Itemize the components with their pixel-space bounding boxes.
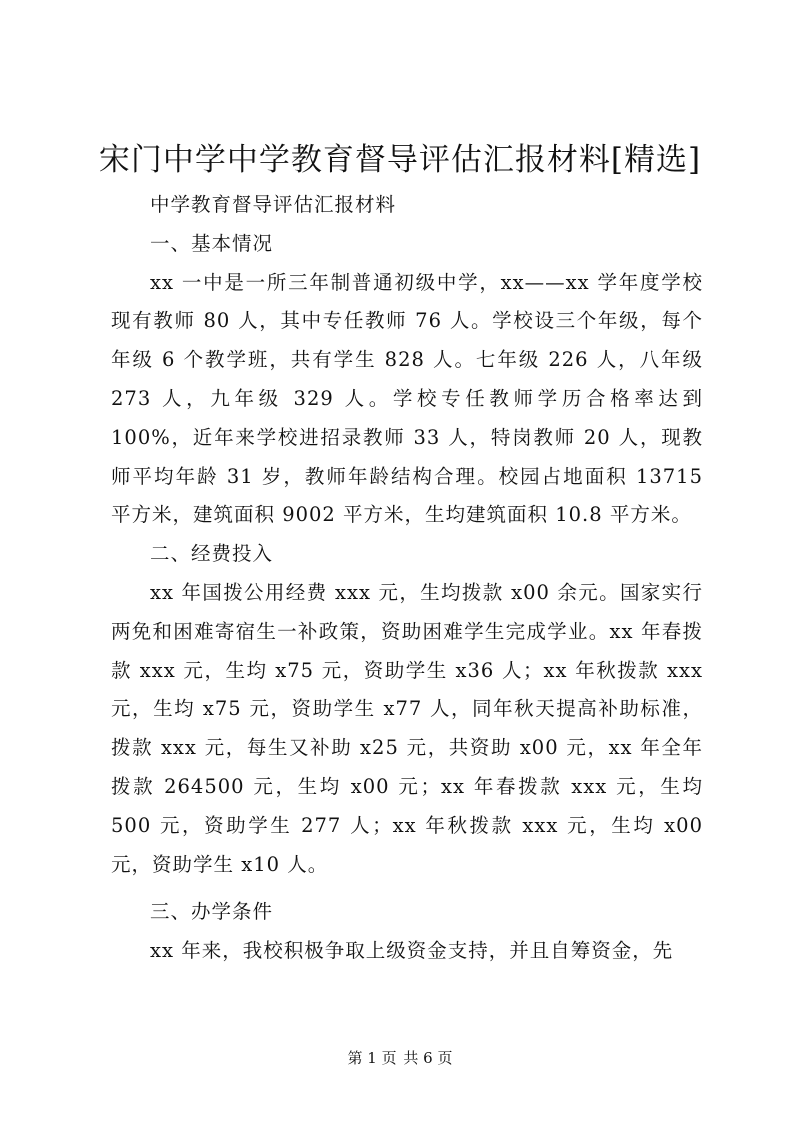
page-footer [0, 1048, 800, 1068]
section-heading-basic-info: 一、基本情况 [150, 231, 274, 255]
section-heading-funding: 二、经费投入 [150, 542, 274, 566]
section-heading-conditions: 三、办学条件 [150, 900, 274, 924]
document-body [111, 186, 703, 971]
document-title: 宋门中学中学教育督导评估汇报材料[精选] [98, 142, 702, 178]
body-paragraph: xx 一中是一所三年制普通初级中学，xx——xx 学年度学校现有教师 80 人，其中专任教师 76 人。学校设三个年级，每个年级 6 个教学班，共有学生 828 人。七年级 226 人，八年级 273 人，九年级 329 人。学校专任教师学历合格率达到 100%，近年来学校进招录教师 33 人，特岗教师 20 人，现教师平均年龄 31 岁，教师年龄结构合理。校园占地面积 13715 平方米，建筑面积 9002 平方米，生均建筑面积 10.8 平方米。 [111, 270, 703, 527]
body-paragraph: xx 年国拨公用经费 xxx 元，生均拨款 x00 余元。国家实行两免和困难寄宿生一补政策，资助困难学生完成学业。xx 年春拨款 xxx 元，生均 x75 元，资助学生 x36 人；xx 年秋拨款 xxx 元，生均 x75 元，资助学生 x77 人，同年秋天提高补助标准，拨款 xxx 元，每生又补助 x25 元，共资助 x00 元，xx 年全年拨款 264500 元，生均 x00 元；xx 年春拨款 xxx 元，生均 500 元，资助学生 277 人；xx 年秋拨款 xxx 元，生均 x00 元，资助学生 x10 人。 [111, 580, 703, 876]
page-total: 共 6 页 [403, 1049, 453, 1067]
body-paragraph: xx 年来，我校积极争取上级资金支持，并且自筹资金，先 [150, 939, 674, 963]
page-number: 第 1 页 [347, 1049, 397, 1067]
subtitle-paragraph: 中学教育督导评估汇报材料 [150, 193, 397, 216]
